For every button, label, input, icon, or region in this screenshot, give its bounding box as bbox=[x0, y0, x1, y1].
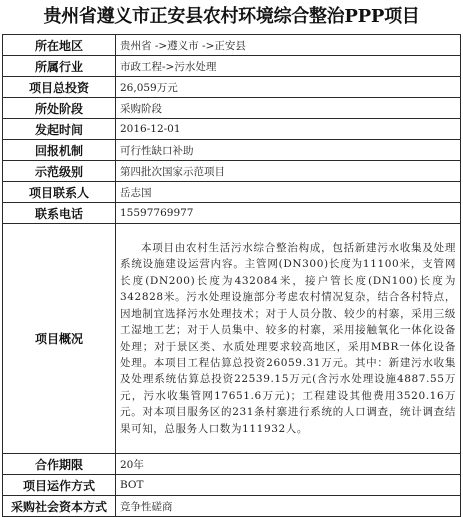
table-row-overview bbox=[3, 224, 461, 454]
table-row-contact bbox=[3, 182, 461, 203]
row-value: 贵州省 ->遵义市 ->正安县 bbox=[116, 35, 461, 56]
row-label: 所属行业 bbox=[3, 56, 116, 77]
row-label: 项目概况 bbox=[3, 224, 116, 454]
row-label: 项目联系人 bbox=[3, 182, 116, 203]
row-label: 回报机制 bbox=[3, 140, 116, 161]
table-row-stage bbox=[3, 98, 461, 119]
row-value: 竞争性磋商 bbox=[116, 496, 461, 517]
overview-text: 本项目由农村生活污水综合整治构成，包括新建污水收集及处理系统设施建设运营内容。主管网(DN300)长度为11100米，支管网长度(DN200)长度为432084米，接户管长度(DN100)长度为342828米。污水处理设施部分考虑农村情况复杂，结合各村特点，因地制宜选择污水处理技术；对于人员分散、较少的村寨，采用三级工湿地工艺；对于人员集中、较多的村寨，采用接触氧化一体化设备处理；对于景区类、水质处理要求较高地区，采用MBR一体化设备处理。本项目工程估算总投资26059.31万元。其中：新建污水收集及处理系统估算总投资22539.15万元(含污水处理设施4887.55万元，污水收集管网17651.6万元)；工程建设其他费用3520.16万元。对本项目服务区的231条村寨进行系统的人口调查，统计调查结果可知，总服务人口数为111932人。 bbox=[116, 224, 461, 454]
row-value: 市政工程->污水处理 bbox=[116, 56, 461, 77]
row-value: 15597769977 bbox=[116, 203, 461, 224]
row-label: 示范级别 bbox=[3, 161, 116, 182]
table-row-region bbox=[3, 35, 461, 56]
table-row-start-date bbox=[3, 119, 461, 140]
table-row-demo-level bbox=[3, 161, 461, 182]
table-row-cooperation-period bbox=[3, 454, 461, 475]
row-value: 岳志国 bbox=[116, 182, 461, 203]
table-row-return-mechanism bbox=[3, 140, 461, 161]
table-row-procurement-method bbox=[3, 496, 461, 517]
row-value: 2016-12-01 bbox=[116, 119, 461, 140]
table-row-industry bbox=[3, 56, 461, 77]
row-value: 采购阶段 bbox=[116, 98, 461, 119]
row-label: 所在地区 bbox=[3, 35, 116, 56]
table-row-phone bbox=[3, 203, 461, 224]
row-label: 合作期限 bbox=[3, 454, 116, 475]
row-label: 联系电话 bbox=[3, 203, 116, 224]
project-info-table bbox=[2, 34, 461, 517]
row-label: 项目总投资 bbox=[3, 77, 116, 98]
row-label: 采购社会资本方式 bbox=[3, 496, 116, 517]
row-label: 所处阶段 bbox=[3, 98, 116, 119]
row-label: 发起时间 bbox=[3, 119, 116, 140]
row-value: 可行性缺口补助 bbox=[116, 140, 461, 161]
table-row-operation-mode bbox=[3, 475, 461, 496]
row-value: 第四批次国家示范项目 bbox=[116, 161, 461, 182]
row-value: 20年 bbox=[116, 454, 461, 475]
table-row-total-investment bbox=[3, 77, 461, 98]
row-value: 26,059万元 bbox=[116, 77, 461, 98]
row-label: 项目运作方式 bbox=[3, 475, 116, 496]
row-value: BOT bbox=[116, 475, 461, 496]
page-title: 贵州省遵义市正安县农村环境综合整治PPP项目 bbox=[43, 6, 420, 27]
